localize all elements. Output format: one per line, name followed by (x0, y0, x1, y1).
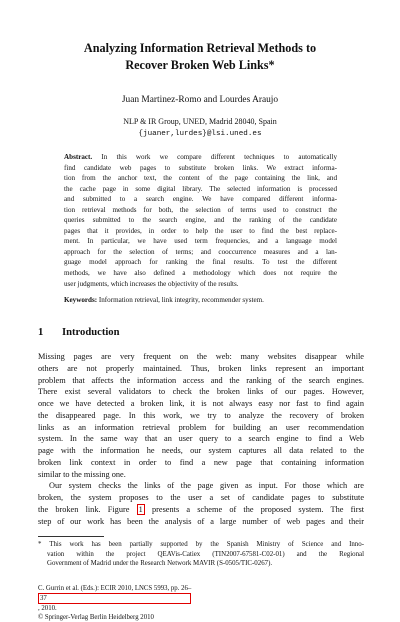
abstract-line: methods, we have also defined a methodology which does not require the (64, 269, 337, 278)
abstract-label: Abstract. (64, 153, 93, 161)
page-range-link[interactable]: 37 (38, 593, 191, 604)
abstract-line: user judgments, which increases the objectivity of the results. (64, 279, 239, 288)
figure-link[interactable]: 1 (138, 504, 143, 514)
body-line: links as an information retrieval problem for building an user recommendation (38, 422, 364, 432)
publication-prefix: C. Gurrin et al. (Eds.): ECIR 2010, LNCS 5993, pp. 26– (38, 585, 192, 592)
abstract (64, 152, 337, 289)
affiliation-line: NLP & IR Group, UNED, Madrid 28040, Spain (123, 117, 277, 126)
body-line: problem that affects the information access and the ranking of the search engines. (38, 375, 364, 385)
abstract-line: tion retrieval methods for both, the selection of terms used to construct the (64, 205, 337, 214)
paper-title (30, 40, 370, 74)
body-line: similar to the missing one. (38, 469, 126, 479)
section-heading (38, 327, 120, 338)
publication-info (38, 584, 191, 622)
footnote-line: vation within the project QEAVis-Catiex (TIN2007-67581-C02-01) and the Regional (47, 550, 364, 558)
body-line: the disappeared page. In this work, we try to analyze the recovery of broken (38, 410, 364, 420)
footnote-divider (38, 536, 104, 537)
footnote-marker: * (38, 541, 42, 548)
body-line: step of our work has been the analysis of a large number of web pages and their (38, 516, 364, 526)
body-line: broken, the system proposes to the user a set of candidate pages to substitute (38, 493, 364, 502)
footnote-line-text: This work has been partially supported by the Spanish Ministry of Science and Inno- (49, 541, 364, 548)
body-line (38, 504, 364, 516)
abstract-line: ment. In particular, we have used term frequencies, and a language model (64, 237, 337, 246)
footnote-line: Government of Madrid under the Research Network MAVIR (S-0505/TIC-0267). (47, 560, 273, 568)
publication-line (38, 584, 191, 613)
abstract-line: approach for the selection of terms; and cooccurrence measures and a lan- (64, 247, 337, 256)
publication-suffix: , 2010. (38, 605, 57, 612)
keywords-label: Keywords: (64, 296, 98, 304)
abstract-line: guage model approach for ranking the final results. To test the different (64, 258, 337, 267)
body-line-start: the broken link. Figure (38, 504, 130, 514)
footnote (38, 540, 364, 569)
section-number: 1 (38, 327, 44, 338)
body-line: system. In the same way that an user query to a search engine to find a Web (38, 434, 364, 444)
body-line: once we have detected a broken link, it is not always easy nor fast to find again (38, 399, 364, 408)
abstract-line (64, 152, 337, 163)
abstract-line: pages that it provides, in order to help the user to find the best replace- (64, 226, 337, 235)
abstract-line-text: In this work we compare different techniques to automatically (101, 153, 337, 161)
section-title: Introduction (62, 327, 120, 338)
body-line: broken link context in order to find a new page that containing information (38, 457, 364, 467)
body-line-end: presents a scheme of the proposed system. The first (151, 504, 364, 514)
abstract-line: queries submitted to the search engine, and the ranking of the candidate (64, 216, 337, 225)
keywords (64, 296, 337, 304)
body-line: Our system checks the links of the page given as input. For those which are (49, 481, 364, 491)
title-line-2: Recover Broken Web Links* (125, 58, 275, 72)
abstract-line: find candidate web pages to substitute broken links. We extract informa- (64, 163, 337, 172)
abstract-line: tion from the anchor text, the content of the page containing the link, and (64, 174, 337, 183)
body-line: There exist several validators to check the broken links of our pages. However, (38, 387, 364, 397)
keywords-text: Information retrieval, link integrity, recommender system. (98, 296, 264, 304)
copyright-line: © Springer-Verlag Berlin Heidelberg 2010 (38, 614, 154, 621)
body-line: Missing pages are very frequent on the web: many websites disappear while (38, 352, 364, 361)
abstract-line: and submitted to a search engine. We have compared different informa- (64, 195, 337, 204)
author-list: Juan Martinez-Romo and Lourdes Araujo (121, 95, 279, 105)
abstract-line: the cache page in some digital library. The selected information is processed (64, 184, 337, 193)
affiliation (30, 116, 370, 140)
title-line-1: Analyzing Information Retrieval Methods to (83, 41, 317, 55)
footnote-line (38, 540, 364, 550)
body-line: others are not properly maintained. Thus, broken links represent an important (38, 363, 364, 373)
body-line: page with the information he needs, our system captures all data related to the (38, 446, 364, 455)
author-email: {juaner,lurdes}@lsi.uned.es (138, 130, 262, 138)
body-text (38, 351, 364, 527)
